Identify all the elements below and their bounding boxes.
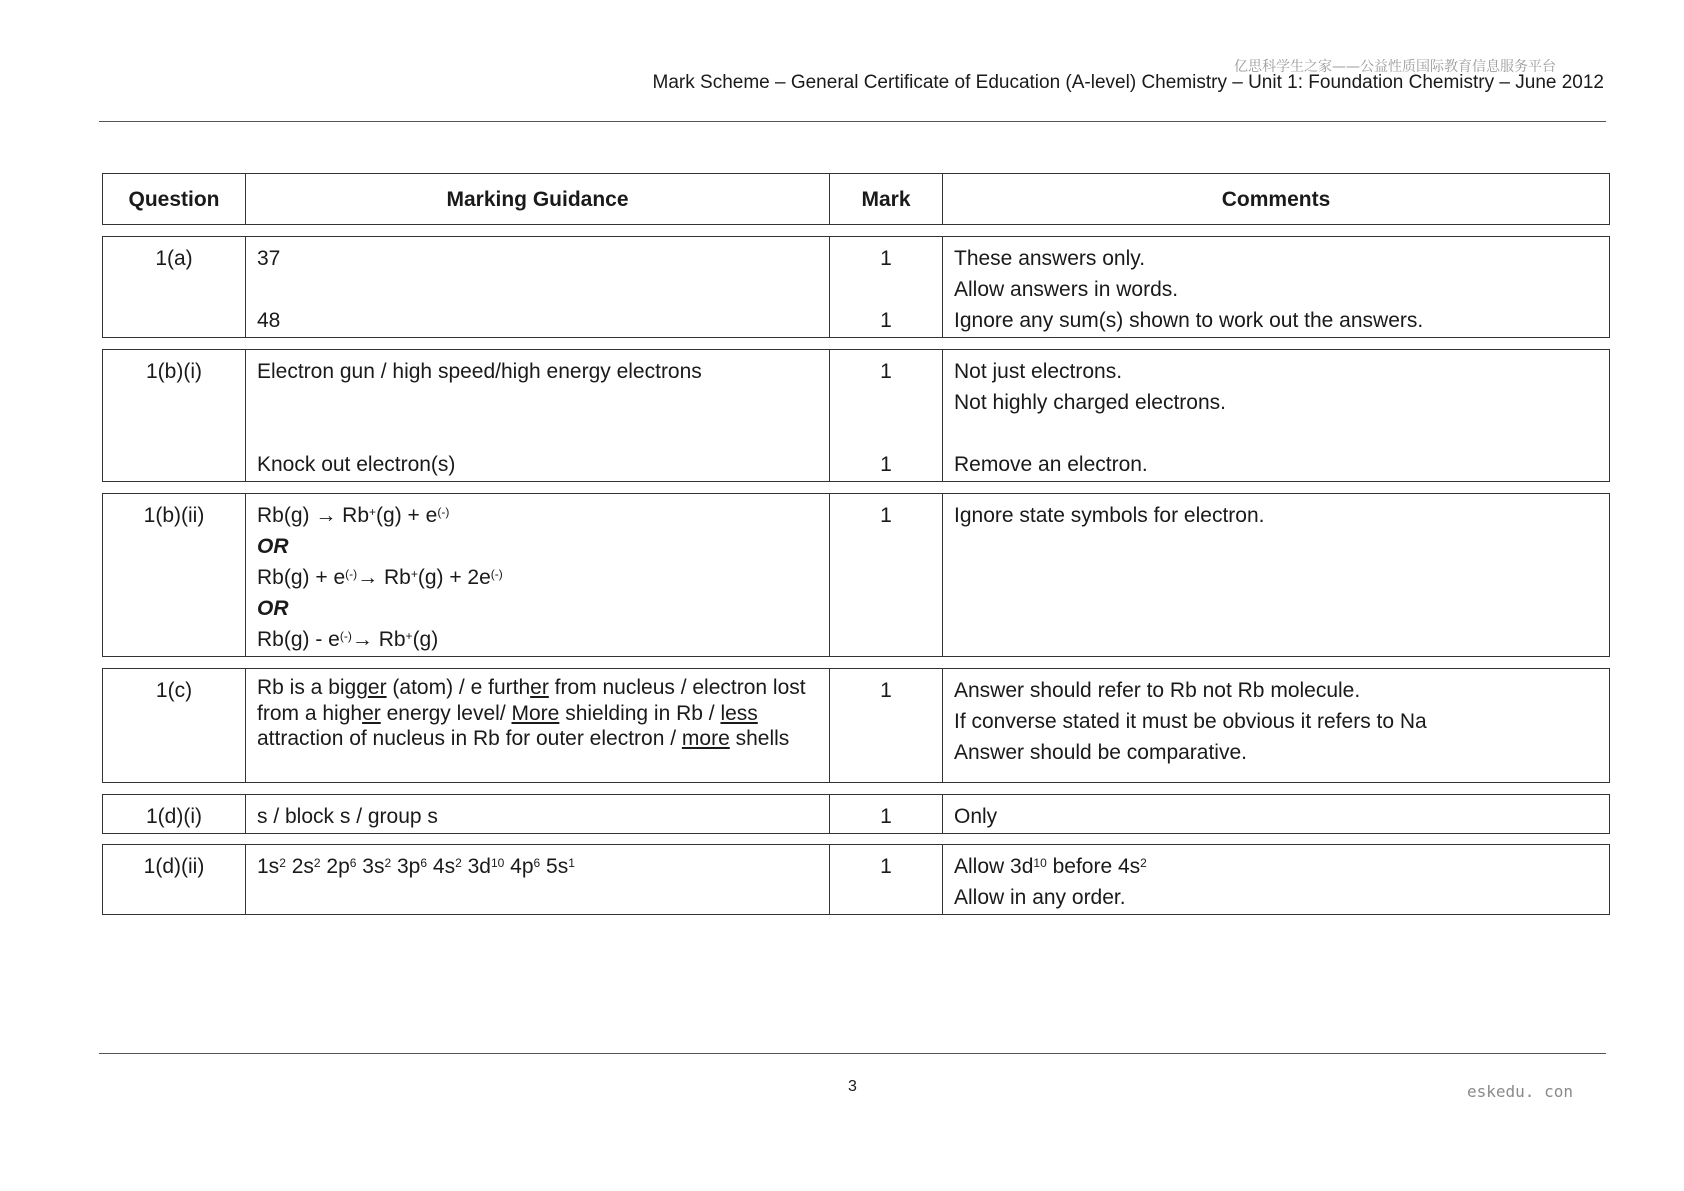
comment-line: Answer should be comparative. <box>954 741 1247 764</box>
orbital-occupancy: 6 <box>420 856 428 870</box>
header-guidance: Marking Guidance <box>246 174 830 224</box>
table-header <box>102 173 1610 225</box>
orbital-term: 5s <box>540 855 569 878</box>
or-label: OR <box>257 597 289 620</box>
question-number: 1(b)(i) <box>103 350 246 481</box>
mark: 1 <box>830 795 943 833</box>
header-title: Mark Scheme – General Certificate of Education (A-level) Chemistry – Unit 1: Foundation Chemistry – June 2012 <box>652 72 1604 93</box>
mark <box>830 669 943 782</box>
comment-line: If converse stated it must be obvious it refers to Na <box>954 710 1427 733</box>
table-row-1a <box>102 236 1610 338</box>
orbital-occupancy: 1 <box>568 856 575 870</box>
question-number: 1(b)(ii) <box>103 494 246 656</box>
header-mark: Mark <box>830 174 943 224</box>
orbital-occupancy: 2 <box>279 856 286 870</box>
marking-guidance <box>246 494 830 656</box>
question-number: 1(a) <box>103 237 246 337</box>
comments <box>943 845 1609 914</box>
comment-line: Not just electrons. <box>954 360 1123 383</box>
orbital-term: 4p <box>504 855 534 878</box>
table-row-1dii <box>102 844 1610 915</box>
mark-value: 1 <box>880 504 892 527</box>
mark-value: 1 <box>880 360 892 383</box>
orbital-term: 3d <box>461 855 491 878</box>
question-number: 1(c) <box>103 669 246 782</box>
orbital-occupancy: 6 <box>349 856 357 870</box>
comment-line: Remove an electron. <box>954 453 1148 476</box>
comment-line: Not highly charged electrons. <box>954 391 1226 414</box>
mark-value: 1 <box>880 309 892 332</box>
header-comments: Comments <box>1221 187 1331 211</box>
answer-line: Knock out electron(s) <box>257 453 456 476</box>
mark <box>830 237 943 337</box>
marking-guidance: Rb is a bigger (atom) / e further from nucleus / electron lost from a higher energy level/ More shielding in Rb / less attraction of nucleus in Rb for outer electron / more shells <box>246 669 830 782</box>
orbital-occupancy: 2 <box>313 856 321 870</box>
marking-guidance <box>246 350 830 481</box>
mark <box>830 350 943 481</box>
marking-guidance: s / block s / group s <box>246 795 830 833</box>
watermark-top: 亿思科学生之家——公益性质国际教育信息服务平台 <box>1234 59 1556 75</box>
marking-guidance <box>246 237 830 337</box>
comment-line: These answers only. <box>954 247 1146 270</box>
orbital-term: 3p <box>391 855 421 878</box>
marking-guidance <box>246 845 830 914</box>
equation-line: Rb(g) + e(-)→ Rb+(g) + 2e(-) <box>257 566 503 589</box>
page-number: 3 <box>848 1078 857 1095</box>
orbital-occupancy: 2 <box>455 856 462 870</box>
equation-line: Rb(g) → Rb+(g) + e(-) <box>257 504 450 527</box>
orbital-occupancy: 6 <box>533 856 541 870</box>
question-number: 1(d)(i) <box>103 795 246 833</box>
comment-line: Allow $3d^{10}$ before $4s^2$ <box>954 855 1147 878</box>
comments <box>943 237 1609 337</box>
answer-line: Electron gun / high speed/high energy electrons <box>257 360 702 383</box>
table-row-1di <box>102 794 1610 834</box>
orbital-term: 4s <box>427 855 456 878</box>
orbital-occupancy: 10 <box>490 856 505 870</box>
orbital-occupancy: 2 <box>384 856 392 870</box>
orbital-term: 1s <box>257 855 280 878</box>
table-row-1bii <box>102 493 1610 657</box>
mark-value: 1 <box>880 679 892 702</box>
table-row-1c <box>102 668 1610 783</box>
comments <box>943 669 1609 782</box>
header-rule <box>99 121 1606 122</box>
orbital-term: 2s <box>285 855 314 878</box>
comment-line: Allow in any order. <box>954 886 1126 909</box>
orbital-term: 2p <box>320 855 350 878</box>
footer-rule <box>99 1053 1606 1054</box>
question-number: 1(d)(ii) <box>103 845 246 914</box>
comment-line: Answer should refer to Rb not Rb molecule. <box>954 679 1361 702</box>
orbital-term: 3s <box>356 855 385 878</box>
mark-value: 1 <box>880 247 892 270</box>
mark: 1 <box>830 845 943 914</box>
watermark-bottom: eskedu. con <box>1467 1082 1573 1101</box>
or-label: OR <box>257 535 289 558</box>
comment-line: Ignore any sum(s) shown to work out the answers. <box>954 309 1424 332</box>
comments: Only <box>954 805 998 828</box>
comments <box>943 350 1609 481</box>
table-row-1bi <box>102 349 1610 482</box>
mark <box>830 494 943 656</box>
answer-line: 37 <box>257 247 281 270</box>
answer-line: 48 <box>257 309 281 332</box>
electron-configuration <box>257 855 575 878</box>
comments <box>943 494 1609 656</box>
comment-line: Ignore state symbols for electron. <box>954 504 1265 527</box>
mark-value: 1 <box>880 453 892 476</box>
equation-line: Rb(g) - e(-)→ Rb+(g) <box>257 628 439 651</box>
comment-line: Allow answers in words. <box>954 278 1179 301</box>
header-question: Question <box>103 174 246 224</box>
